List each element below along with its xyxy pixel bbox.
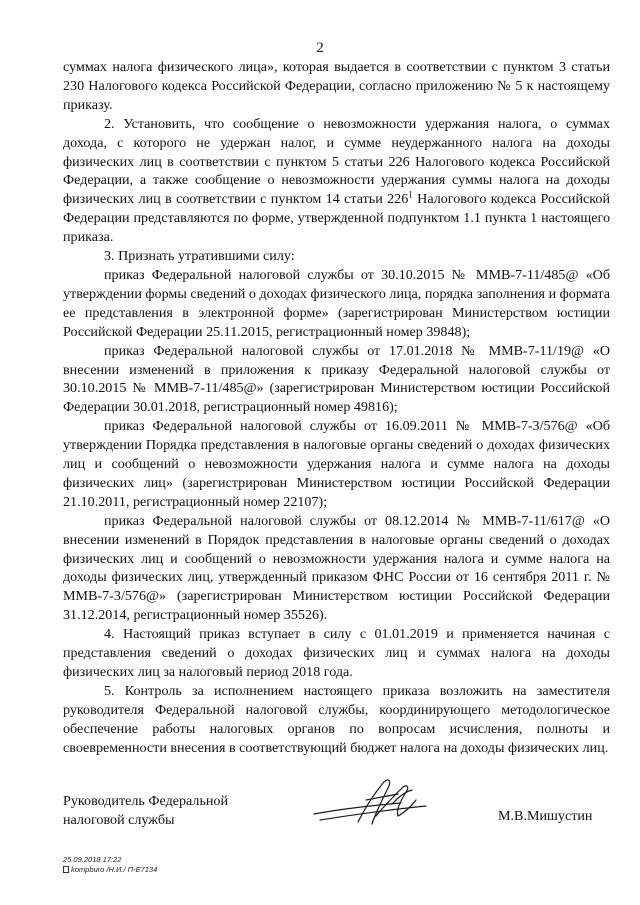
signatory-position-line1: Руководитель Федеральной [63,793,229,809]
document-icon [63,866,69,873]
paragraph-continuation: суммах налога физического лица», которая выдается в соответствии с пунктом 3 статьи 230 Налогового кодекса Российской Федерации, согласно приложению № 5 к настоящему приказу. [63,59,610,113]
paragraph-3: 3. Признать утратившими силу: [104,248,295,265]
signatory-position [63,792,228,830]
paragraph-5: 5. Контроль за исполнением настоящего приказа возложить на заместителя руководителя Федеральной налоговой службы, координирующего методологическое обеспечение работы налоговых органов по вопросам исчисления, полноты и своевременности внесения в соответствующий бюджет налога на доходы физических лиц. [63,682,610,756]
paragraph-2-text-a: 2. Установить, что сообщение о невозможности удержания налога, о суммах дохода, с которого не удержан налог, и сумме неудержанного налога на доходы физических лиц в соответствии с пунктом 5 статьи 226 Налогового кодекса Российской Федерации, а также сообщение о невозможности удержания суммы налога на доходы физических лиц в соответствии с пунктом 14 статьи 226 [63,115,610,208]
signatory-position-line2: налоговой службы [63,812,175,828]
order-item-2: приказ Федеральной налоговой службы от 17.01.2018 № ММВ-7-11/19@ «О внесении изменений в приложения к приказу Федеральной налоговой службы от 30.10.2015 № ММВ-7-11/485@» (зарегистрирован Министерством юстиции Российской Федерации 30.01.2018, регистрационный номер 49816); [63,342,610,416]
footer-stamp [63,855,157,874]
paragraph-2-text-b: Налогового кодекса Российской Федерации представляются по форме, утвержденной подпунктом 1.1 пункта 1 настоящего приказа. [63,191,610,246]
signatory-name: М.В.Мишустин [498,808,593,824]
superscript-1: 1 [408,189,413,200]
handwritten-signature [306,770,446,830]
document-body [63,58,610,758]
paragraph-2 [63,115,610,247]
paragraph-4: 4. Настоящий приказ вступает в силу с 01.01.2019 и применяется начиная с представления сведений о доходах физических лиц и суммах налога на доходы физических лиц за налоговый период 2018 года. [63,626,610,680]
footer-datetime: 25.09.2018 17:22 [63,855,122,864]
footer-operator [63,865,157,875]
order-item-1: приказ Федеральной налоговой службы от 30.10.2015 № ММВ-7-11/485@ «Об утверждении формы сведений о доходах физического лица, порядка заполнения и формата ее представления в электронной форме» (зарегистрирован Министерством юстиции Российской Федерации 25.11.2015, регистрационный номер 39848); [63,266,610,340]
order-item-4: приказ Федеральной налоговой службы от 08.12.2014 № ММВ-7-11/617@ «О внесении изменений в Порядок представления в налоговые органы сведений о доходах физических лиц и сообщений о невозможности удержания налога и сумме налога на доходы физических лиц, утвержденный приказом ФНС России от 16 сентября 2011 г. № ММВ-7-3/576@» (зарегистрирован Министерством юстиции Российской Федерации 31.12.2014, регистрационный номер 35526). [63,512,610,624]
footer-operator-text: kompburo /Н.И./ П-Е7134 [71,864,158,874]
page-number: 2 [316,40,324,56]
order-item-3: приказ Федеральной налоговой службы от 16.09.2011 № ММВ-7-3/576@ «Об утверждении Порядка представления в налоговые органы сведений о доходах физических лиц и сообщений о невозможности удержания налога и сумме налога на доходы физических лиц» (зарегистрирован Министерством юстиции Российской Федерации 21.10.2011, регистрационный номер 22107); [63,418,610,510]
